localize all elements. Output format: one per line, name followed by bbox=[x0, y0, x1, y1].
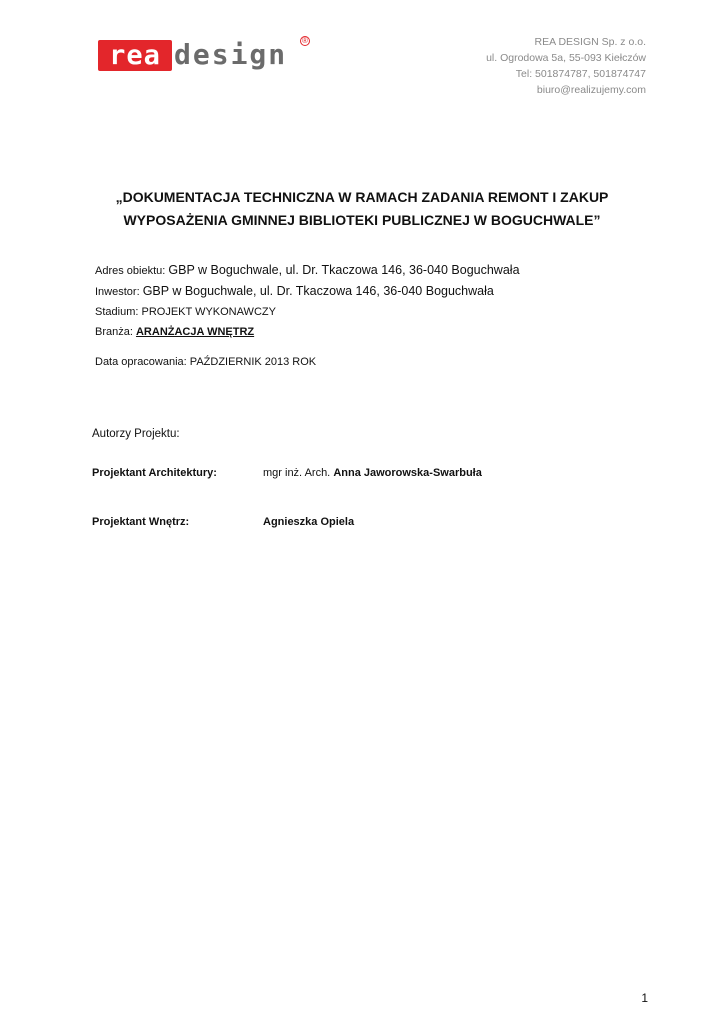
logo-red-box bbox=[98, 40, 172, 71]
stage-value: PROJEKT WYKONAWCZY bbox=[141, 306, 276, 318]
investor-label: Inwestor: bbox=[95, 286, 140, 298]
branch-label: Branża: bbox=[95, 326, 133, 338]
project-info bbox=[95, 260, 520, 342]
interior-name: Agnieszka Opiela bbox=[263, 516, 355, 528]
stage-label: Stadium: bbox=[95, 306, 139, 318]
date-label: Data opracowania: bbox=[95, 356, 187, 368]
page-number: 1 bbox=[641, 991, 648, 1005]
address-row bbox=[95, 260, 520, 281]
architect-person bbox=[263, 464, 482, 482]
registered-mark: ® bbox=[300, 36, 310, 46]
readesign-logo bbox=[98, 36, 310, 76]
company-info bbox=[486, 34, 646, 98]
company-phone: Tel: 501874787, 501874747 bbox=[515, 68, 646, 80]
logo-gray-text: design bbox=[174, 38, 288, 71]
document-title bbox=[60, 186, 664, 232]
logo-red-text: rea bbox=[109, 40, 161, 71]
stage-row bbox=[95, 302, 520, 322]
company-name: REA DESIGN Sp. z o.o. bbox=[534, 36, 646, 48]
investor-row bbox=[95, 281, 520, 302]
address-label: Adres obiektu: bbox=[95, 265, 166, 277]
branch-row bbox=[95, 322, 520, 342]
title-line-1: „DOKUMENTACJA TECHNICZNA W RAMACH ZADANIA REMONT I ZAKUP bbox=[115, 189, 609, 205]
architect-role: Projektant Architektury: bbox=[92, 467, 217, 479]
authors-heading: Autorzy Projektu: bbox=[92, 428, 180, 440]
date-value: PAŹDZIERNIK 2013 ROK bbox=[189, 356, 317, 368]
date-row bbox=[95, 353, 316, 371]
company-email: biuro@realizujemy.com bbox=[536, 84, 646, 96]
title-line-2: WYPOSAŻENIA GMINNEJ BIBLIOTEKI PUBLICZNEJ W BOGUCHWALE” bbox=[123, 212, 601, 228]
interior-role: Projektant Wnętrz: bbox=[92, 516, 190, 528]
architect-name: Anna Jaworowska-Swarbuła bbox=[333, 467, 482, 479]
address-value: GBP w Boguchwale, ul. Dr. Tkaczowa 146, 36-040 Boguchwała bbox=[168, 263, 520, 277]
company-address: ul. Ogrodowa 5a, 55-093 Kiełczów bbox=[486, 52, 646, 64]
architect-prefix: mgr inż. Arch. bbox=[263, 467, 331, 479]
interior-person bbox=[263, 513, 354, 531]
investor-value: GBP w Boguchwale, ul. Dr. Tkaczowa 146, 36-040 Boguchwała bbox=[142, 284, 494, 298]
branch-value: ARANŻACJA WNĘTRZ bbox=[135, 326, 255, 338]
